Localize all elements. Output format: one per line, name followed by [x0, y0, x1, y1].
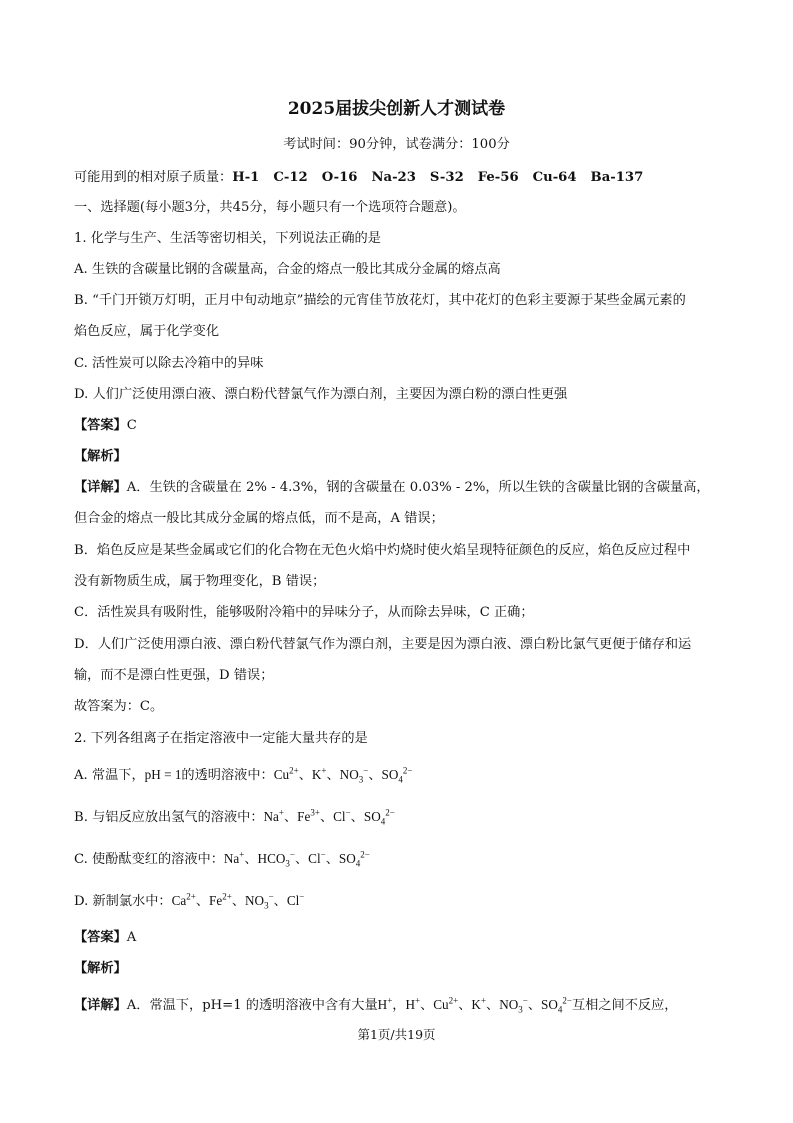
q2-detail — [74, 996, 677, 1015]
exam-info: 考试时间：90分钟，试卷满分：100分 — [283, 137, 510, 152]
mass-item: Na-23 — [371, 170, 416, 185]
option-mid: 的透明溶液中： — [181, 768, 274, 783]
ion-list: H+，H+、$Cu^{2+}$、K+、$NO_3^-$、$SO_4^{2-}$ — [377, 995, 572, 1015]
q1-analysis-tag: 【解析】 — [74, 449, 127, 464]
q1-stem: 1. 化学与生产、生活等密切相关，下列说法正确的是 — [74, 231, 381, 246]
q1-detail-line: B．焰色反应是某些金属或它们的化合物在无色火焰中灼烧时使火焰呈现特征颜色的反应，焰色反应过程中 — [74, 543, 691, 558]
q1-detail-line: 输，而不是漂白性更强，D 错误； — [74, 668, 274, 683]
answer-tag: 【答案】 — [74, 930, 127, 945]
ion-list: Na+、$Fe^{3+}$、Cl−、$SO_4^{2-}$ — [263, 807, 395, 827]
mass-item: H-1 — [232, 170, 260, 185]
q1-detail-line: 但合金的熔点一般比其成分金属的熔点低，而不是高，A 错误； — [74, 511, 444, 526]
q2-option-d — [74, 892, 304, 911]
q2-option-a — [74, 766, 412, 785]
q1-option-d: D. 人们广泛使用漂白液、漂白粉代替氯气作为漂白剂，主要因为漂白粉的漂白性更强 — [74, 387, 568, 402]
option-prefix: A. 常温下， — [74, 768, 145, 783]
mass-item: C-12 — [273, 170, 308, 185]
q2-answer — [74, 929, 136, 947]
mass-item: Fe-56 — [477, 170, 519, 185]
detail-tag: 【详解】 — [74, 480, 127, 495]
detail-text: 互相之间不反应， — [571, 998, 678, 1013]
q1-detail-line: C．活性炭具有吸附性，能够吸附冷箱中的异味分子，从而除去异味，C 正确； — [74, 605, 534, 620]
q1-detail — [74, 479, 710, 497]
mass-item: Cu-64 — [532, 170, 577, 185]
ph-condition: pH = 1 — [144, 767, 182, 782]
q1-option-b-cont: 焰色反应，属于化学变化 — [74, 324, 220, 339]
atomic-masses-line — [74, 169, 657, 187]
page-title: 2025届拔尖创新人才测试卷 — [287, 99, 506, 119]
q1-detail-line: 没有新物质生成，属于物理变化，B 错误； — [74, 574, 326, 589]
q2-analysis-tag: 【解析】 — [74, 961, 127, 976]
mass-item: Ba-137 — [590, 170, 644, 185]
q2-stem: 2. 下列各组离子在指定溶液中一定能大量共存的是 — [74, 731, 368, 746]
q2-option-c — [74, 850, 370, 869]
option-prefix: D. 新制氯水中： — [74, 894, 172, 909]
ion-list: $Cu^{2+}$、K+、$NO_3^-$、$SO_4^{2-}$ — [273, 765, 413, 785]
detail-text: A．常温下，pH=1 的透明溶液中含有大量 — [126, 998, 378, 1013]
q1-option-a: A. 生铁的含碳量比钢的含碳量高，合金的熔点一般比其成分金属的熔点高 — [74, 262, 501, 277]
q2-option-b — [74, 808, 395, 827]
option-prefix: C. 使酚酞变红的溶液中： — [74, 852, 224, 867]
mass-item: O-16 — [321, 170, 358, 185]
ion-list: Na+、$HCO_3^-$、Cl−、$SO_4^{2-}$ — [223, 849, 370, 869]
q1-option-c: C. 活性炭可以除去冷箱中的异味 — [74, 356, 264, 371]
q1-detail-line: D．人们广泛使用漂白液、漂白粉代替氯气作为漂白剂，主要是因为漂白液、漂白粉比氯气更便于储存和运 — [74, 637, 692, 652]
answer-tag: 【答案】 — [74, 418, 127, 433]
mass-item: S-32 — [429, 170, 464, 185]
page-number: 第1页/共19页 — [357, 1027, 436, 1042]
q1-answer — [74, 417, 137, 435]
detail-tag: 【详解】 — [74, 998, 127, 1013]
atomic-masses-label: 可能用到的相对原子质量： — [74, 170, 233, 185]
ion-list: $Ca^{2+}$、$Fe^{2+}$、$NO_3^-$、Cl− — [171, 891, 305, 911]
answer-value: A — [126, 930, 137, 945]
answer-value: C — [126, 418, 137, 433]
section-heading: 一、选择题(每小题3分，共45分，每小题只有一个选项符合题意)。 — [74, 200, 466, 215]
q1-conclusion: 故答案为：C。 — [74, 699, 164, 714]
detail-text: A．生铁的含碳量在 2% - 4.3%，钢的含碳量在 0.03% - 2%，所以生铁的含碳量比钢的含碳量高， — [126, 480, 710, 495]
q1-option-b: B. “千门开锁万灯明，正月中旬动地京”描绘的元宵佳节放花灯，其中花灯的色彩主要源于某些金属元素的 — [74, 293, 686, 308]
option-prefix: B. 与铝反应放出氢气的溶液中： — [74, 810, 264, 825]
